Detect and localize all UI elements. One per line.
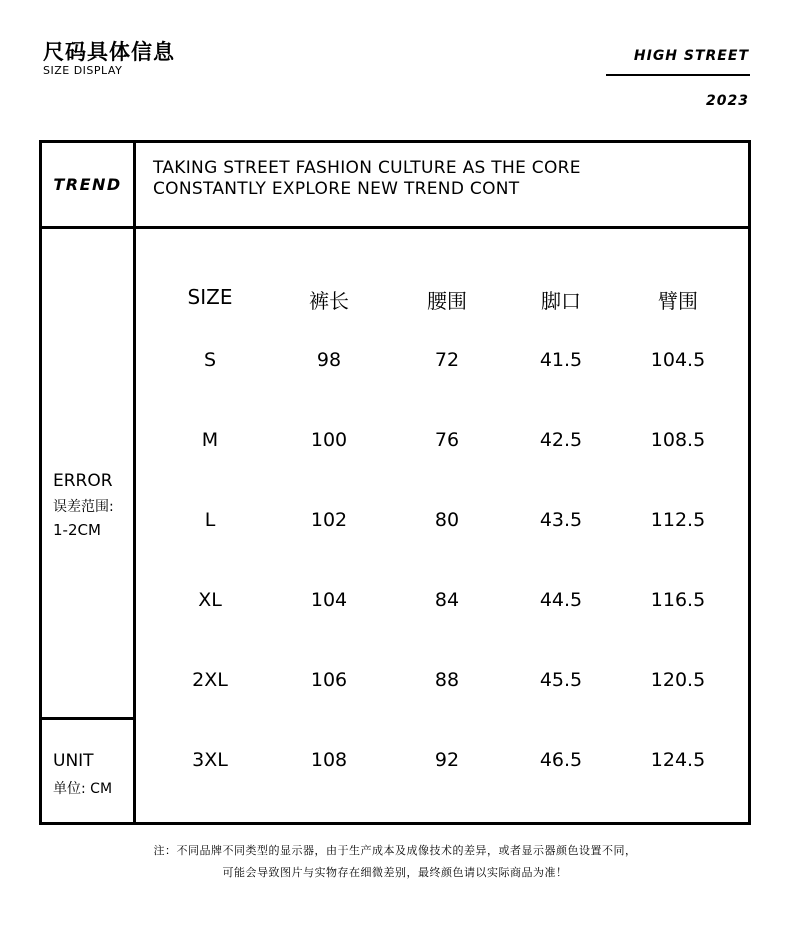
unit-title: UNIT [53,751,94,771]
cell-size: 3XL [192,749,228,771]
cell-waist: 92 [434,749,460,771]
cell-arm: 120.5 [650,669,706,691]
cell-arm: 108.5 [650,429,706,451]
cell-size: 2XL [192,669,228,691]
cell-length: 104 [310,589,348,611]
cell-hem: 42.5 [539,429,583,451]
header-length: 裤长 [309,289,349,313]
cell-waist: 72 [434,349,460,371]
banner-divider [42,226,748,229]
error-note [53,471,114,539]
footer-note-1: 注：不同品牌不同类型的显示器，由于生产成本及成像技术的差异，或者显示器颜色设置不同， [153,844,637,857]
cell-hem: 45.5 [539,669,583,691]
cell-length: 102 [310,509,348,531]
cell-size: L [204,509,216,531]
brand-label: HIGH STREET [633,48,749,64]
header-waist: 腰围 [427,289,467,313]
cell-waist: 88 [434,669,460,691]
sidebar-divider [42,717,134,720]
cell-length: 106 [310,669,348,691]
header-arm: 臂围 [658,289,698,313]
cell-hem: 44.5 [539,589,583,611]
cell-hem: 46.5 [539,749,583,771]
slogan-line-2: CONSTANTLY EXPLORE NEW TREND CONT [153,179,520,199]
brand-divider [606,74,750,76]
slogan-line-1: TAKING STREET FASHION CULTURE AS THE CORE [153,158,581,178]
footer-note-2: 可能会导致图片与实物存在细微差别，最终颜色请以实际商品为准！ [222,866,568,879]
cell-arm: 112.5 [650,509,706,531]
error-range: 1-2CM [53,521,101,539]
cell-length: 98 [316,349,342,371]
cell-arm: 116.5 [650,589,706,611]
cell-hem: 41.5 [539,349,583,371]
header-size: SIZE [187,285,233,309]
cell-arm: 104.5 [650,349,706,371]
cell-waist: 80 [434,509,460,531]
slogan [153,158,581,200]
cell-size: S [203,349,217,371]
page-subtitle: SIZE DISPLAY [43,64,123,77]
unit-note [53,751,112,798]
cell-size: XL [198,589,222,611]
header-hem: 脚口 [541,289,581,313]
cell-size: M [201,429,219,451]
cell-waist: 84 [434,589,460,611]
cell-length: 108 [310,749,348,771]
cell-arm: 124.5 [650,749,706,771]
cell-hem: 43.5 [539,509,583,531]
error-title: ERROR [53,471,113,491]
error-label: 误差范围: [53,499,114,515]
size-chart-frame [39,140,751,825]
cell-waist: 76 [434,429,460,451]
page-title: 尺码具体信息 [43,40,175,64]
unit-label: 单位: CM [53,781,113,797]
trend-label: TREND [53,175,122,194]
year-label: 2023 [706,93,749,109]
vertical-divider [133,143,136,822]
cell-length: 100 [310,429,348,451]
